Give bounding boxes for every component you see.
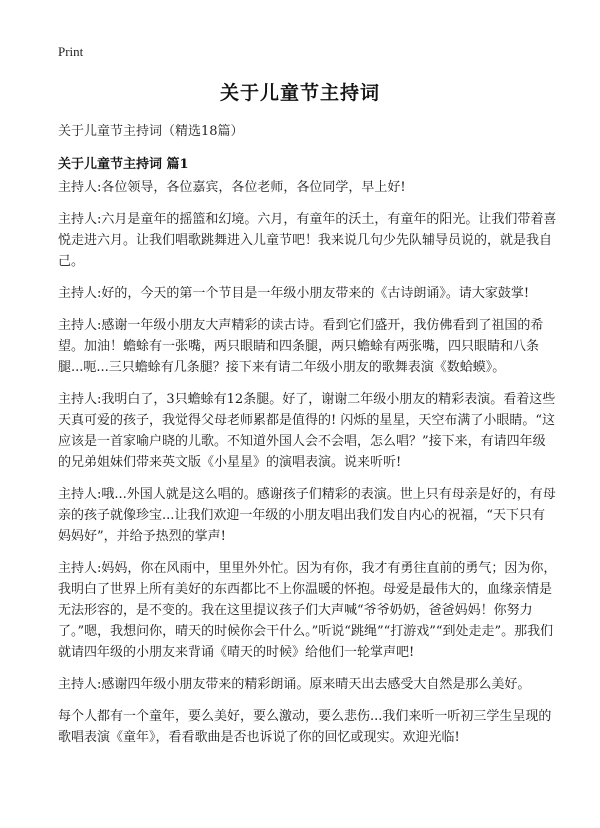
document-subtitle: 关于儿童节主持词（精选18篇）	[58, 124, 244, 139]
paragraph: 主持人:感谢一年级小朋友大声精彩的读古诗。看到它们盛开，我仿佛看到了祖国的希望。加油！蟾蜍有一张嘴，两只眼睛和四条腿，两只蟾蜍有两张嘴，四只眼睛和八条腿...呃...三只蟾蜍有几条腿？接下来有请二年级小朋友的歌舞表演《数蛤蟆》。	[58, 318, 544, 375]
paragraph: 主持人:妈妈，你在风雨中，里里外外忙。因为有你，我才有勇往直前的勇气；因为你，我明白了世界上所有美好的东西都比不上你温暖的怀抱。母爱是最伟大的，血缘亲情是无法形容的，是不变的。我在这里提议孩子们大声喊“爷爷奶奶，爸爸妈妈！你努力了。”嗯，我想问你，晴天的时候你会干什么。”听说“跳绳”“打游戏”“到处走走”。那我们就请四年级的小朋友来背诵《晴天的时候》给他们一轮掌声吧!	[58, 561, 557, 660]
page-title: 关于儿童节主持词	[219, 82, 380, 104]
paragraph: 主持人:六月是童年的摇篮和幻境。六月，有童年的沃土，有童年的阳光。让我们带着喜悦走进六月。让我们唱歌跳舞进入儿童节吧！我来说几句少先队辅导员说的，就是我自己。	[58, 212, 557, 269]
paragraph: 主持人:各位领导，各位嘉宾，各位老师，各位同学，早上好!	[58, 180, 406, 195]
print-link[interactable]: Print	[58, 44, 84, 59]
paragraph: 主持人:感谢四年级小朋友带来的精彩朗诵。原来晴天出去感受大自然是那么美好。	[58, 677, 531, 692]
document-body	[58, 177, 558, 759]
section-heading: 关于儿童节主持词 篇1	[58, 157, 189, 172]
paragraph: 主持人:好的，今天的第一个节目是一年级小朋友带来的《古诗朗诵》。请大家鼓掌!	[58, 286, 530, 301]
paragraph: 主持人:我明白了，3只蟾蜍有12条腿。好了，谢谢二年级小朋友的精彩表演。看着这些天真可爱的孩子，我觉得父母老师累都是值得的! 闪烁的星星，天空布满了小眼睛。“这应该是一首家喻户晓的儿歌。不知道外国人会不会唱，怎么唱？”接下来，有请四年级的兄弟姐妹们带来英文版《小星星》的演唱表演。说来听听!	[58, 392, 556, 470]
paragraph: 每个人都有一个童年，要么美好，要么激动，要么悲伤...我们来听一听初三学生呈现的歌唱表演《童年》，看看歌曲是否也诉说了你的回忆或现实。欢迎光临!	[58, 709, 552, 745]
paragraph: 主持人:哦...外国人就是这么唱的。感谢孩子们精彩的表演。世上只有母亲是好的，有母亲的孩子就像珍宝...让我们欢迎一年级的小朋友唱出我们发自内心的祝福，“天下只有妈妈好”，并给予热烈的掌声!	[58, 487, 556, 544]
